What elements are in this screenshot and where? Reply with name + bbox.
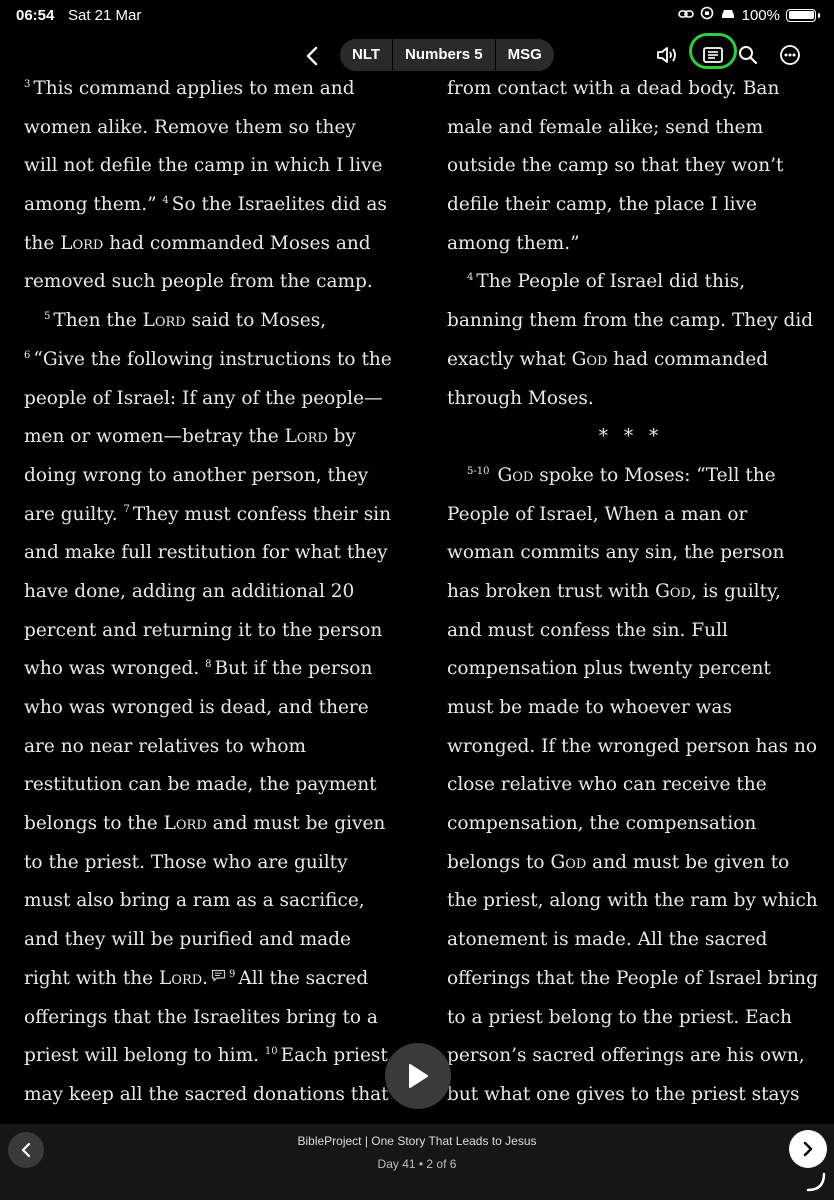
text-line[interactable]	[24, 302, 392, 341]
text-line[interactable]: must be made to whoever was	[447, 697, 732, 718]
text-line[interactable]: male and female alike; send them	[447, 116, 764, 138]
verse-text: This command applies to men and	[33, 78, 355, 99]
text-line[interactable]: and they will be purified and made	[24, 929, 351, 951]
verse-number: 8	[205, 659, 212, 671]
text-line[interactable]	[447, 457, 815, 496]
verse-text: But if the person	[214, 658, 373, 680]
text-line[interactable]: are no near relatives to whom	[24, 735, 306, 757]
lock-rotation-icon	[700, 6, 714, 24]
text-line[interactable]: the priest, along with the ram by which	[447, 890, 818, 912]
highlight-annotation-circle	[689, 33, 737, 69]
search-button[interactable]	[733, 40, 763, 70]
text-line[interactable]: banning them from the camp. They did	[447, 310, 814, 332]
text-line[interactable]: * * *	[598, 426, 664, 448]
verse-text: spoke to Moses: “Tell the	[533, 464, 776, 486]
text-line[interactable]: from contact with a dead body. Ban	[447, 78, 780, 99]
text-line[interactable]	[24, 496, 392, 535]
verse-text: the	[24, 232, 61, 254]
verse-text: by	[327, 426, 356, 448]
text-line[interactable]	[24, 650, 392, 689]
text-line[interactable]	[24, 418, 392, 457]
text-line[interactable]: offerings that the People of Israel bring	[447, 967, 818, 989]
verse-text: men or women—betray the	[24, 426, 285, 448]
divine-name: Lord	[142, 310, 186, 332]
text-line[interactable]: to a priest belong to the priest. Each	[447, 1006, 792, 1028]
battery-icon	[786, 9, 816, 22]
text-line[interactable]: restitution can be made, the payment	[24, 774, 377, 796]
verse-number: 5-10	[467, 465, 490, 477]
text-line[interactable]: who was wronged is dead, and there	[24, 697, 369, 718]
verse-text: , is guilty,	[690, 580, 781, 602]
verse-text: has broken trust with	[447, 580, 656, 602]
version-selector	[340, 39, 554, 71]
right-column-text	[447, 70, 818, 1153]
verse-text: The People of Israel did this,	[476, 271, 746, 293]
text-line[interactable]: have done, adding an additional 20	[24, 580, 355, 602]
plan-title[interactable]: BibleProject | One Story That Leads to Jesus	[297, 1134, 537, 1148]
text-line[interactable]: compensation plus twenty percent	[447, 658, 771, 680]
verse-number: 7	[123, 504, 130, 516]
text-line[interactable]: women alike. Remove them so they	[24, 116, 356, 138]
divine-name: God	[550, 851, 587, 873]
verse-text: .	[202, 967, 209, 989]
search-icon	[738, 45, 758, 65]
text-line[interactable]: may keep all the sacred donations that	[24, 1083, 389, 1105]
version-pill-nlt[interactable]: NLT	[352, 46, 381, 63]
divine-name: Lord	[159, 967, 203, 989]
play-button[interactable]	[385, 1043, 451, 1109]
text-line[interactable]: atonement is made. All the sacred	[447, 929, 768, 951]
reading-plan-bar	[0, 1124, 834, 1200]
text-line[interactable]	[447, 263, 815, 302]
verse-number: 4	[467, 272, 474, 284]
text-line[interactable]: but what one gives to the priest stays	[447, 1083, 800, 1105]
text-line[interactable]: person’s sacred offerings are his own,	[447, 1045, 805, 1067]
text-line[interactable]	[24, 186, 392, 225]
divine-name: God	[655, 580, 691, 602]
text-line[interactable]	[24, 1037, 392, 1076]
status-date: Sat 21 Mar	[68, 7, 142, 24]
verse-number: 3	[24, 78, 31, 90]
text-line[interactable]: removed such people from the camp.	[24, 271, 373, 293]
verse-text: said to Moses,	[185, 310, 327, 332]
divine-name: Lord	[60, 232, 104, 254]
chapter-pill[interactable]: Numbers 5	[392, 39, 495, 71]
divine-name: Lord	[163, 813, 207, 835]
back-button[interactable]	[298, 40, 326, 72]
more-button[interactable]	[775, 40, 805, 70]
text-line[interactable]: doing wrong to another person, they	[24, 464, 369, 486]
text-line[interactable]	[24, 341, 392, 380]
text-line[interactable]: and make full restitution for what they	[24, 542, 388, 564]
verse-text: “Give the following instructions to the	[33, 348, 392, 370]
verse-text: right with the	[24, 967, 159, 989]
audio-button[interactable]	[652, 40, 682, 70]
verse-text: belongs to	[447, 851, 551, 873]
next-button[interactable]	[789, 1130, 827, 1168]
speaker-icon	[656, 45, 678, 65]
battery-percent: 100%	[741, 6, 780, 24]
left-column-text	[24, 70, 392, 1115]
text-line[interactable]: among them.”	[447, 232, 580, 254]
text-line[interactable]: will not defile the camp in which I live	[24, 155, 383, 177]
plan-progress: Day 41 • 2 of 6	[377, 1157, 457, 1171]
chevron-right-icon	[803, 1141, 813, 1157]
text-line[interactable]: through Moses.	[447, 387, 594, 409]
text-line[interactable]: woman commits any sin, the person	[447, 542, 785, 564]
verse-text: Each priest	[280, 1045, 388, 1067]
text-line[interactable]	[24, 805, 392, 844]
text-line[interactable]: people of Israel: If any of the people—	[24, 387, 383, 409]
text-line[interactable]: wronged. If the wronged person has no	[447, 735, 818, 757]
resize-handle-icon[interactable]	[804, 1170, 828, 1194]
verse-text: Then the	[53, 310, 143, 332]
text-line[interactable]: percent and returning it to the person	[24, 619, 383, 641]
verse-text: exactly what	[447, 348, 572, 370]
text-line[interactable]: must also bring a ram as a sacrifice,	[24, 890, 365, 912]
more-options-icon	[779, 44, 801, 66]
text-line[interactable]	[447, 341, 815, 380]
verse-number: 9	[229, 968, 236, 980]
status-bar	[0, 0, 834, 34]
text-line[interactable]	[24, 225, 392, 264]
text-line[interactable]	[447, 573, 815, 612]
verse-text: belongs to the	[24, 813, 164, 835]
text-line[interactable]: defile their camp, the place I live	[447, 194, 757, 216]
verse-number: 4	[162, 194, 169, 206]
verse-number: 5	[44, 310, 51, 322]
verse-text: priest will belong to him.	[24, 1045, 260, 1067]
text-line[interactable]	[24, 960, 392, 999]
chevron-left-icon	[306, 46, 318, 66]
verse-text: are guilty.	[24, 503, 118, 525]
version-pill-msg[interactable]: MSG	[495, 39, 554, 71]
verse-text: who was wronged.	[24, 658, 200, 680]
text-line[interactable]: to the priest. Those who are guilty	[24, 851, 348, 873]
play-icon	[407, 1063, 429, 1089]
verse-text: among them.”	[24, 194, 157, 216]
divine-name: God	[497, 464, 534, 486]
text-line[interactable]: outside the camp so that they won’t	[447, 155, 784, 177]
text-line[interactable]: compensation, the compensation	[447, 813, 757, 835]
text-line[interactable]: offerings that the Israelites bring to a	[24, 1006, 378, 1028]
verse-number: 10	[264, 1046, 278, 1058]
verse-text: and must be given to	[586, 851, 790, 873]
status-right	[678, 6, 820, 24]
link-icon	[678, 7, 694, 24]
study-note-icon[interactable]	[211, 969, 226, 982]
divine-name: Lord	[284, 426, 328, 448]
text-line[interactable]: People of Israel, When a man or	[447, 503, 748, 525]
text-line[interactable]	[447, 844, 815, 883]
verse-text: So the Israelites did as	[171, 194, 387, 216]
text-line[interactable]: close relative who can receive the	[447, 774, 767, 796]
verse-text: and must be given	[206, 813, 386, 835]
car-icon	[720, 7, 736, 24]
status-time: 06:54	[16, 7, 55, 24]
divine-name: God	[571, 348, 608, 370]
text-line[interactable]: and must confess the sin. Full	[447, 619, 728, 641]
verse-text: They must confess their sin	[132, 503, 392, 525]
verse-text: had commanded Moses and	[103, 232, 371, 254]
verse-text: had commanded	[607, 348, 769, 370]
verse-number: 6	[24, 349, 31, 361]
verse-text: All the sacred	[238, 967, 369, 989]
